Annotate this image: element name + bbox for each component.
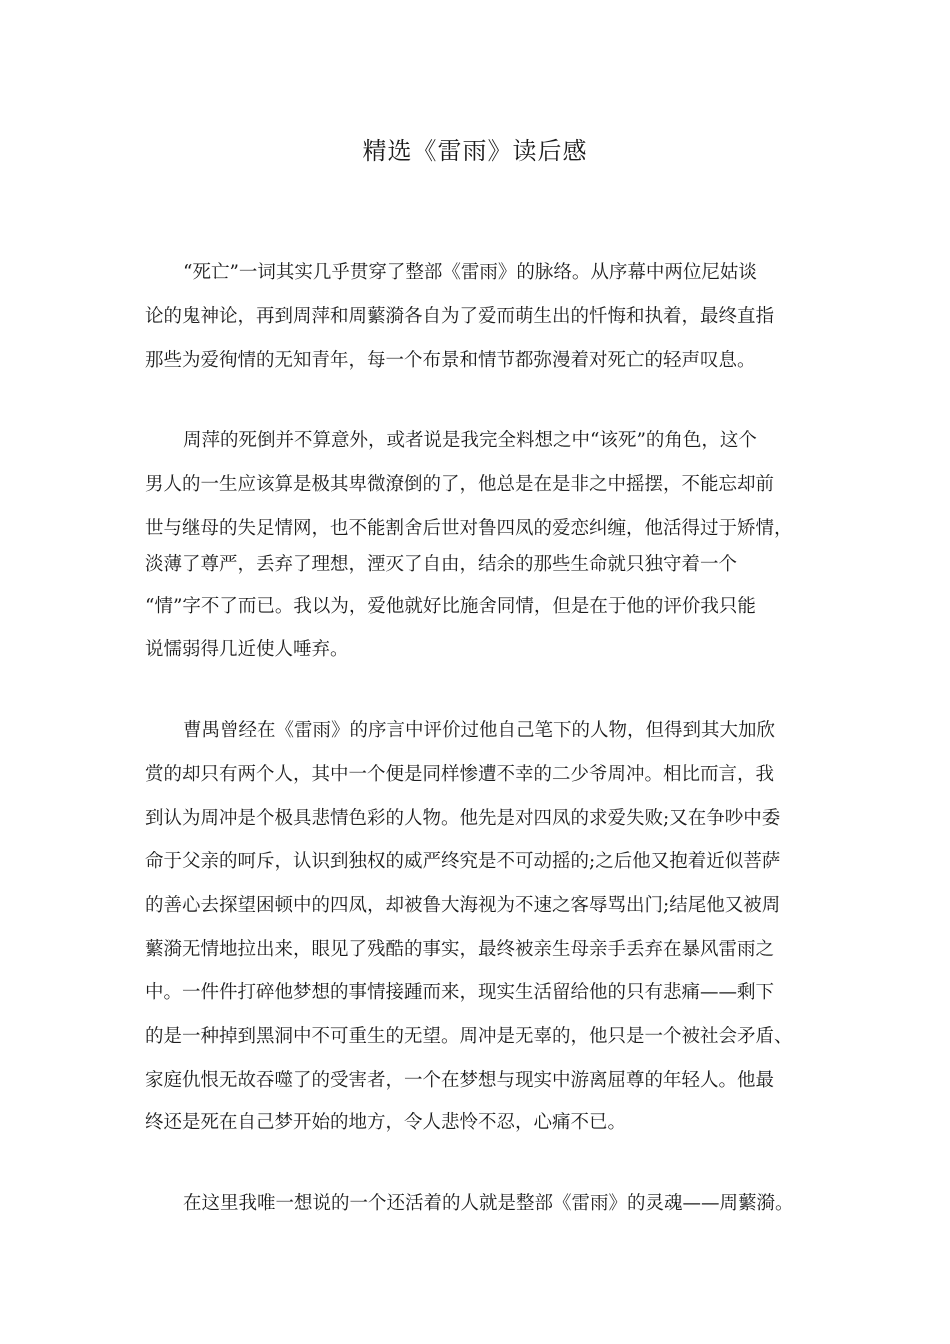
paragraph-3-line-4: 命于父亲的呵斥，认识到独权的威严终究是不可动摇的;之后他又抱着近似菩萨 — [145, 851, 781, 872]
paragraph-3-line-8: 的是一种掉到黑洞中不可重生的无望。周冲是无辜的，他只是一个被社会矛盾、 — [145, 1026, 793, 1047]
paragraph-2-line-5: “情”字不了而已。我以为，爱他就好比施舍同情，但是在于他的评价我只能 — [145, 596, 756, 617]
paragraph-3-line-1: 曹禺曾经在《雷雨》的序言中评价过他自己笔下的人物，但得到其大加欣 — [183, 720, 776, 741]
paragraph-1-line-1: “死亡”一词其实几乎贯穿了整部《雷雨》的脉络。从序幕中两位尼姑谈 — [183, 262, 757, 283]
paragraph-2-line-3: 世与继母的失足情网，也不能割舍后世对鲁四凤的爱恋纠缠，他活得过于矫情， — [145, 518, 793, 539]
paragraph-1-line-3: 那些为爱徇情的无知青年，每一个布景和情节都弥漫着对死亡的轻声叹息。 — [145, 350, 756, 371]
paragraph-2-line-1: 周萍的死倒并不算意外，或者说是我完全料想之中“该死”的角色，这个 — [183, 430, 757, 451]
paragraph-3-line-6: 蘩漪无情地拉出来，眼见了残酷的事实，最终被亲生母亲手丢弃在暴风雷雨之 — [145, 939, 775, 960]
paragraph-3-line-10: 终还是死在自己梦开始的地方，令人悲怜不忍，心痛不已。 — [145, 1112, 627, 1133]
document-title: 精选《雷雨》读后感 — [362, 137, 588, 165]
paragraph-3-line-3: 到认为周冲是个极具悲情色彩的人物。他先是对四凤的求爱失败;又在争吵中委 — [145, 808, 781, 829]
paragraph-3-line-5: 的善心去探望困顿中的四凤，却被鲁大海视为不速之客辱骂出门;结尾他又被周 — [145, 895, 781, 916]
paragraph-4-line-1: 在这里我唯一想说的一个还活着的人就是整部《雷雨》的灵魂——周蘩漪。 — [183, 1193, 794, 1214]
paragraph-2-line-4: 淡薄了尊严，丢弃了理想，湮灭了自由，结余的那些生命就只独守着一个 — [145, 554, 738, 575]
paragraph-2-line-2: 男人的一生应该算是极其卑微潦倒的了，他总是在是非之中摇摆，不能忘却前 — [145, 474, 775, 495]
paragraph-2-line-6: 说懦弱得几近使人唾弃。 — [145, 639, 349, 660]
paragraph-3-line-9: 家庭仇恨无故吞噬了的受害者，一个在梦想与现实中游离屈尊的年轻人。他最 — [145, 1070, 775, 1091]
paragraph-3-line-2: 赏的却只有两个人，其中一个便是同样惨遭不幸的二少爷周冲。相比而言，我 — [145, 764, 775, 785]
paragraph-3-line-7: 中。一件件打碎他梦想的事情接踵而来，现实生活留给他的只有悲痛——剩下 — [145, 982, 775, 1003]
paragraph-1-line-2: 论的鬼神论，再到周萍和周蘩漪各自为了爱而萌生出的忏悔和执着，最终直指 — [145, 306, 775, 327]
